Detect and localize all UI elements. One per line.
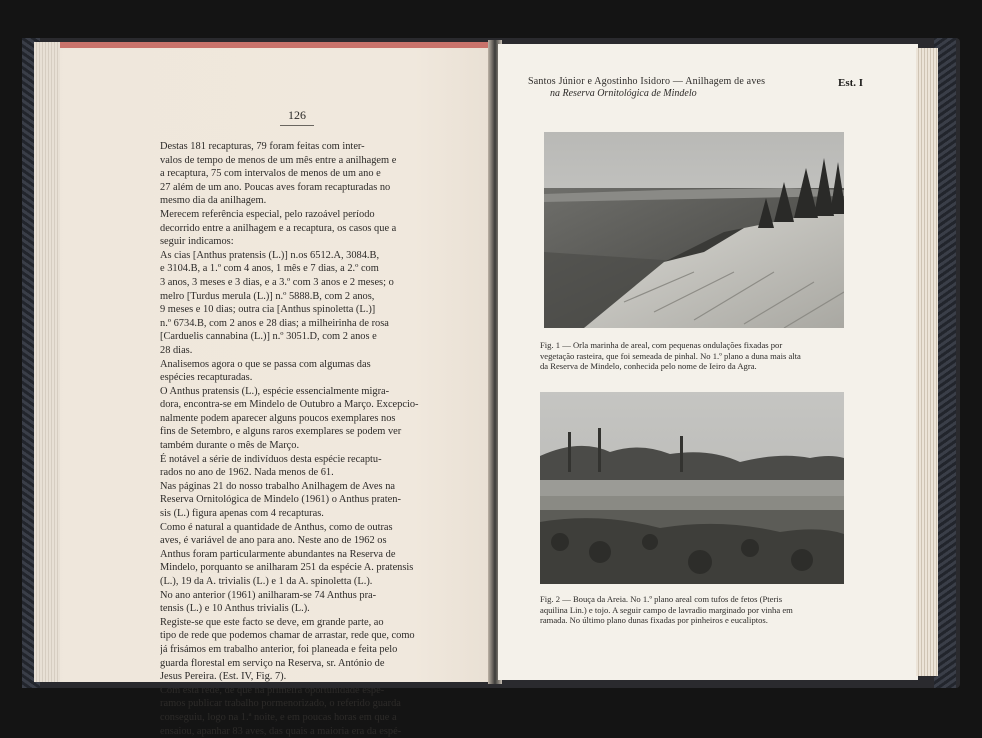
running-header-title: na Reserva Ornitológica de Mindelo bbox=[550, 88, 697, 99]
text-line: 27 além de um ano. Poucas aves foram recapturadas no bbox=[160, 181, 391, 193]
text-line: ensaiou, apanhar 83 aves, das quais a maioria era da espé- bbox=[160, 725, 402, 737]
text-line: rados no ano de 1962. Nada menos de 61. bbox=[160, 467, 334, 479]
text-line: O Anthus pratensis (L.), espécie essencialmente migra- bbox=[160, 385, 390, 397]
text-line: [Carduelis cannabina (L.)] n.º 3051.D, com 2 anos e bbox=[160, 331, 377, 343]
figure-2-photo-field bbox=[540, 392, 844, 584]
text-line: também durante o mês de Março. bbox=[160, 440, 300, 452]
caption-line: vegetação rasteira, que foi semeada de pinhal. No 1.º plano a duna mais alta bbox=[540, 350, 801, 361]
text-line: tensis (L.) e 10 Anthus trivialis (L.). bbox=[160, 603, 310, 615]
text-line: 28 dias. bbox=[160, 344, 193, 356]
text-line: Registe-se que este facto se deve, em grande parte, ao bbox=[160, 616, 384, 628]
text-line: Com esta rede, de que na primeira oportunidade espe- bbox=[160, 684, 385, 696]
text-line: As cias [Anthus pratensis (L.)] n.os 6512.A, 3084.B, bbox=[160, 249, 380, 261]
right-page-edges bbox=[916, 48, 938, 676]
text-line: a recaptura, 75 com intervalos de menos de um ano e bbox=[160, 168, 381, 180]
text-line: mesmo dia da anilhagem. bbox=[160, 195, 267, 207]
figure-2-caption bbox=[540, 594, 848, 626]
text-line: valos de tempo de menos de um mês entre a anilhagem e bbox=[160, 154, 397, 166]
caption-line: aquilina Lin.) e tojo. A seguir campo de lavradio marginado por vinha em bbox=[540, 604, 793, 615]
page-number: 126 bbox=[280, 108, 314, 126]
text-line: Merecem referência especial, pelo razoável período bbox=[160, 208, 375, 220]
text-line: aves, é variável de ano para ano. Neste ano de 1962 os bbox=[160, 535, 387, 547]
text-line: nalmente podem aparecer alguns poucos exemplares nos bbox=[160, 412, 396, 424]
figure-1-photo-dune bbox=[544, 132, 844, 328]
text-line: É notável a série de indivíduos desta espécie recaptu- bbox=[160, 453, 382, 465]
text-line: ramos publicar trabalho pormenorizado, o referido guarda bbox=[160, 698, 401, 710]
caption-line: da Reserva de Mindelo, conhecida pelo nome de Ieiro da Agra. bbox=[540, 361, 757, 372]
text-line: (L.), 19 da A. trivialis (L.) e 1 da A. spinoletta (L.). bbox=[160, 576, 373, 587]
text-line: Destas 181 recapturas, 79 foram feitas com inter- bbox=[160, 141, 365, 152]
text-line: Reserva Ornitológica de Mindelo (1961) o Anthus praten- bbox=[160, 494, 401, 506]
text-line: dora, encontra-se em Mindelo de Outubro a Março. Excepcio- bbox=[160, 399, 419, 411]
text-line: já frisámos em trabalho anterior, foi planeada e feita pelo bbox=[160, 643, 398, 655]
text-line: Jesus Pereira. (Est. IV, Fig. 7). bbox=[160, 671, 287, 683]
text-line: n.º 6734.B, com 2 anos e 28 dias; a milheirinha de rosa bbox=[160, 317, 389, 329]
text-line: Nas páginas 21 do nosso trabalho Anilhagem de Aves na bbox=[160, 480, 395, 492]
text-line: Analisemos agora o que se passa com algumas das bbox=[160, 358, 371, 370]
text-line: Como é natural a quantidade de Anthus, como de outras bbox=[160, 521, 393, 533]
text-line: Mindelo, porquanto se anilharam 251 da espécie A. pratensis bbox=[160, 562, 414, 574]
text-line: guarda florestal em serviço na Reserva, sr. António de bbox=[160, 657, 385, 669]
text-line: 9 meses e 10 dias; outra cia [Anthus spinoletta (L.)] bbox=[160, 304, 376, 316]
text-line: tipo de rede que podemos chamar de arrastar, rede que, como bbox=[160, 630, 415, 642]
text-line: conseguiu, logo na 1.ª noite, e em poucas horas em que a bbox=[160, 711, 397, 723]
left-page-body-text bbox=[160, 140, 436, 738]
caption-line: ramada. No último plano dunas fixadas por pinheiros e eucaliptos. bbox=[540, 615, 768, 626]
figure-1-caption bbox=[540, 340, 848, 372]
text-line: Anthus foram particularmente abundantes na Reserva de bbox=[160, 548, 396, 560]
text-line: No ano anterior (1961) anilharam-se 74 Anthus pra- bbox=[160, 589, 377, 601]
text-line: 3 anos, 3 meses e 3 dias, e a 3.º com 3 anos e 2 meses; o bbox=[160, 276, 394, 288]
text-line: espécies recapturadas. bbox=[160, 372, 253, 384]
caption-line: Fig. 1 — Orla marinha de areal, com pequenas ondulações fixadas por bbox=[540, 340, 783, 350]
text-line: fins de Setembro, e alguns raros exemplares se podem ver bbox=[160, 426, 402, 438]
plate-label: Est. I bbox=[838, 77, 864, 89]
text-line: melro [Turdus merula (L.)] n.º 5888.B, com 2 anos, bbox=[160, 290, 375, 302]
text-line: decorrido entre a anilhagem e a recaptura, os casos que a bbox=[160, 222, 397, 234]
caption-line: Fig. 2 — Bouça da Areia. No 1.º plano areal com tufos de fetos (Pteris bbox=[540, 594, 783, 604]
text-line: e 3104.B, a 1.º com 4 anos, 1 mês e 7 dias, a 2.º com bbox=[160, 263, 379, 275]
text-line: sis (L.) figura apenas com 4 recapturas. bbox=[160, 508, 324, 520]
running-header-authors: Santos Júnior e Agostinho Isidoro — Anilhagem de aves bbox=[528, 76, 766, 87]
text-line: seguir indicamos: bbox=[160, 236, 234, 248]
